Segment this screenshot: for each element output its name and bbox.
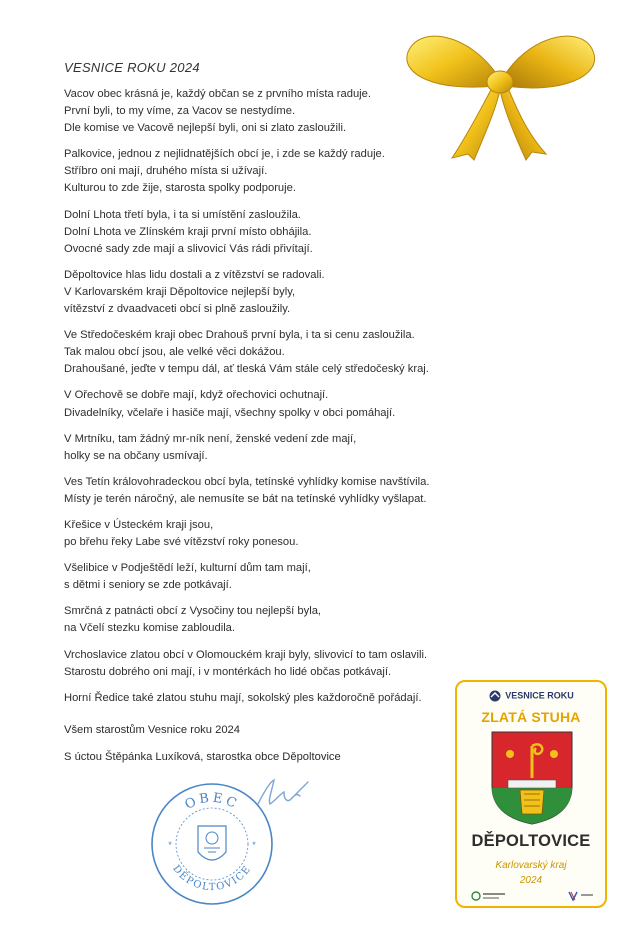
closing-block — [64, 722, 341, 766]
poem-line: Křešice v Ústeckém kraji jsou, — [64, 518, 214, 531]
poem-line: Palkovice, jednou z nejlidnatějších obcí je, i zde se každý raduje. — [64, 148, 385, 161]
poem-stanza — [64, 431, 464, 465]
poem-stanza — [64, 327, 464, 378]
poem-line: Divadelníky, včelaře i hasiče mají, všechny spolky v obci pomáhají. — [64, 406, 396, 419]
poem-line: vítězství z dvaadvaceti obcí si plně zasloužily. — [64, 303, 291, 316]
poem-line: Ovocné sady zde mají a slivovicí Vás rádi přivítají. — [64, 242, 313, 255]
svg-text:DĚPOLTOVICE — [170, 863, 253, 893]
poem-line: Starostu dobrého oni mají, i v montérkách ho lidé občas potkávají. — [64, 665, 392, 678]
sponsor-logo-icon — [471, 890, 507, 902]
poem-line: s dětmi i seniory se zde potkávají. — [64, 579, 232, 592]
poem-stanza — [64, 387, 464, 421]
poem-stanza — [64, 603, 464, 637]
coat-of-arms-icon — [490, 730, 574, 826]
poem-stanza — [64, 207, 464, 258]
poem-line: Všelibice v Podještědí leží, kulturní dům tam mají, — [64, 562, 311, 575]
poem-line: V Mrtníku, tam žádný mr-ník není, ženské vedení zde mají, — [64, 432, 357, 445]
badge-year: 2024 — [519, 875, 543, 886]
poem-stanza — [64, 560, 464, 594]
badge-header — [457, 690, 605, 702]
closing-greeting: Všem starostům Vesnice roku 2024 — [64, 724, 240, 736]
stamp-shield-icon — [198, 826, 226, 860]
handwritten-signature — [250, 770, 340, 815]
badge-region: Karlovarský kraj — [495, 860, 567, 871]
poem-line: Kulturou to zde žije, starosta spolky podporuje. — [64, 182, 296, 195]
poem-line: Dolní Lhota třetí byla, i ta si umístění zasloužila. — [64, 208, 301, 221]
poem-stanza — [64, 146, 464, 197]
poem-line: po břehu řeky Labe své vítězství roky ponesou. — [64, 536, 299, 549]
poem-line: Dle komise ve Vacově nejlepší byli, oni si zlato zasloužili. — [64, 122, 347, 135]
poem-stanza — [64, 647, 464, 681]
poem-line: na Včelí stezku komise zabloudila. — [64, 622, 236, 635]
ministry-logo-icon — [567, 890, 595, 902]
poem-line: Vacov obec krásná je, každý občan se z prvního místa raduje. — [64, 88, 371, 100]
poem-body — [64, 86, 464, 716]
stamp-bottom-text: DĚPOLTOVICE — [170, 863, 254, 894]
poem-title: VESNICE ROKU 2024 — [64, 60, 200, 75]
closing-signature: S úctou Štěpánka Luxíková, starostka obce Děpoltovice — [64, 751, 341, 763]
poem-line: Tak malou obcí jsou, ale velké věci dokážou. — [64, 346, 285, 359]
poem-line: Ves Tetín královohradeckou obcí byla, tetínské vyhlídky komise navštívila. — [64, 475, 430, 488]
badge-award: ZLATÁ STUHA — [481, 709, 581, 725]
poem-line: holky se na občany usmívají. — [64, 449, 208, 462]
poem-stanza — [64, 267, 464, 318]
svg-text:OBEC — [183, 791, 242, 813]
village-logo-icon — [488, 690, 502, 702]
poem-stanza — [64, 86, 464, 137]
poem-line: Vrchoslavice zlatou obcí v Olomouckém kraji byly, slivovicí to tam oslavili. — [64, 648, 428, 661]
poem-line: Ve Středočeském kraji obec Drahouš první byla, i ta si cenu zasloužila. — [64, 329, 415, 342]
badge-village-name: DĚPOLTOVICE — [471, 832, 591, 850]
poem-line: První byli, to my víme, za Vacov se nestydíme. — [64, 105, 296, 118]
poem-line: Horní Ředice také zlatou stuhu mají, sokolský ples každoročně pořádají. — [64, 691, 422, 704]
poem-stanza — [64, 690, 464, 707]
poem-line: Smrčná z patnácti obcí z Vysočiny tou nejlepší byla, — [64, 605, 322, 618]
poem-line: Drahoušané, jeďte v tempu dál, ať tleská Vám stále celý středočeský kraj. — [64, 363, 429, 376]
badge-header-text: VESNICE ROKU — [505, 690, 574, 701]
svg-text:*: * — [252, 840, 256, 850]
svg-text:*: * — [168, 840, 172, 850]
poem-line: Místy je terén náročný, ale nemusíte se bát na tetínské vyhlídky vyšlapat. — [64, 492, 427, 505]
poem-line: V Ořechově se dobře mají, když ořechovici ochutnají. — [64, 389, 329, 402]
award-badge — [455, 680, 607, 908]
poem-line: Děpoltovice hlas lidu dostali a z vítězství se radovali. — [64, 268, 325, 281]
stamp-top-text: OBEC — [182, 790, 242, 813]
poem-stanza — [64, 474, 464, 508]
poem-line: Dolní Lhota ve Zlínském kraji první místo obhájila. — [64, 225, 312, 238]
poem-line: V Karlovarském kraji Děpoltovice nejlepší byly, — [64, 285, 296, 298]
poem-stanza — [64, 517, 464, 551]
poem-line: Stříbro oni mají, druhého místa si užívají. — [64, 165, 268, 178]
